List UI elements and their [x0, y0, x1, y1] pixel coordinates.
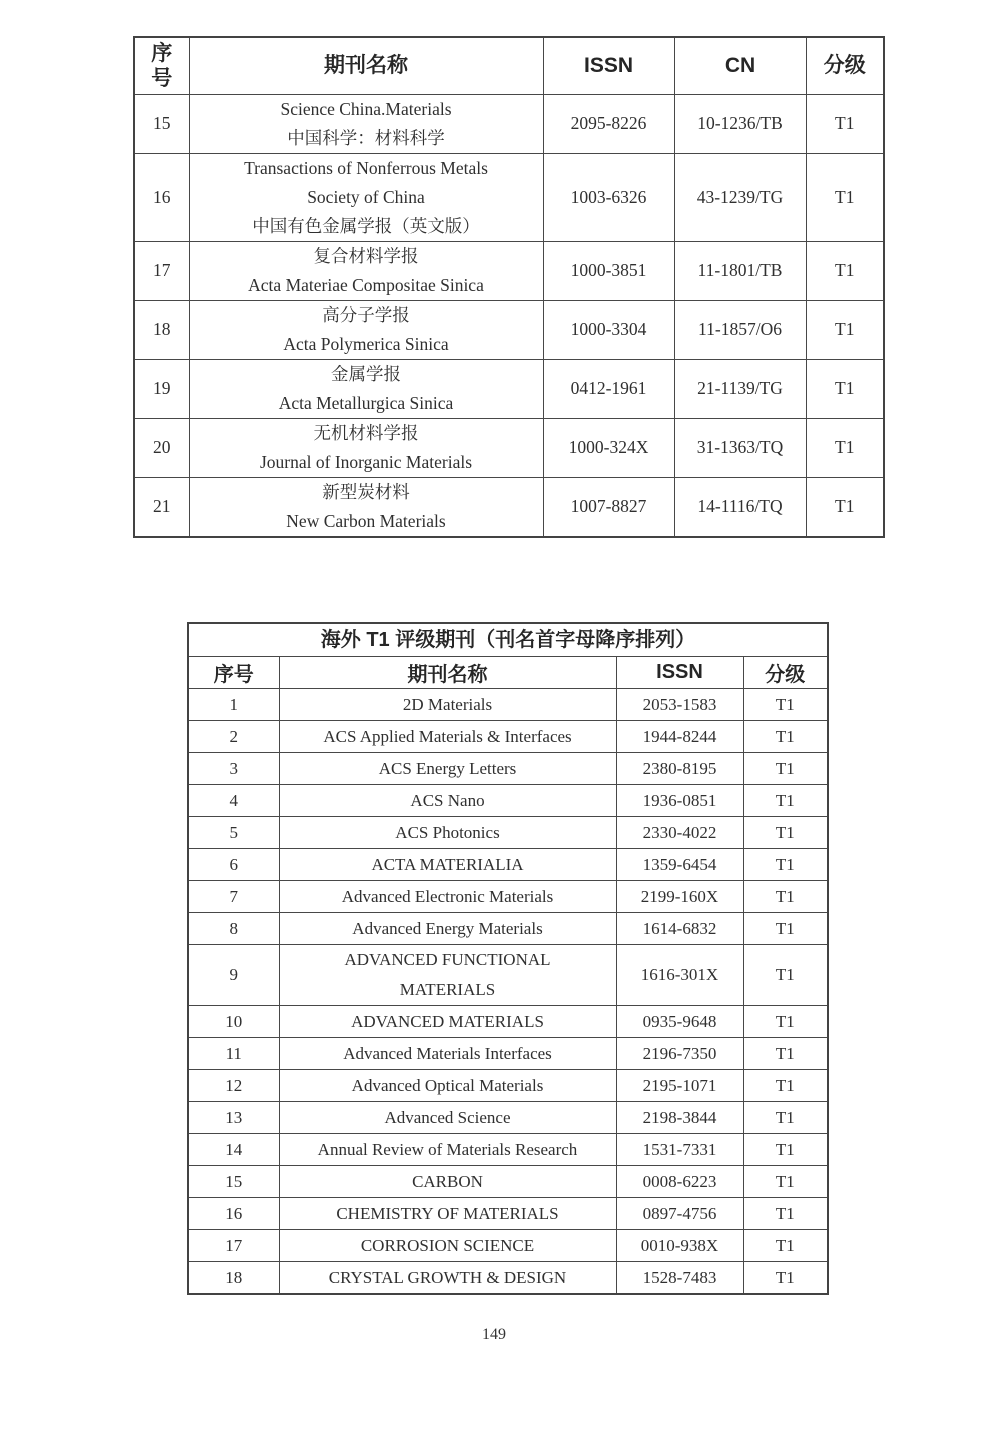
- grade-cell: T1: [743, 1262, 828, 1295]
- journal-row: [134, 153, 884, 241]
- journal-name-line: ACS Energy Letters: [378, 758, 517, 778]
- journal-name-cell: [279, 817, 616, 849]
- journal-name-cell: [189, 300, 543, 359]
- journal-name-line: 高分子学报: [322, 304, 410, 325]
- journal-name-line: Society of China: [307, 186, 425, 207]
- row-index-cell: 13: [188, 1102, 279, 1134]
- journal-name-line: MATERIALS: [399, 980, 496, 999]
- grade-cell: T1: [806, 359, 884, 418]
- journal-row: [188, 1134, 828, 1166]
- grade-cell: T1: [743, 753, 828, 785]
- journal-row: [188, 689, 828, 721]
- index-column-header: 序号: [188, 657, 279, 689]
- row-index-cell: 5: [188, 817, 279, 849]
- grade-cell: T1: [743, 1070, 828, 1102]
- journal-row: [188, 913, 828, 945]
- journal-name-line: Advanced Science: [384, 1107, 511, 1127]
- journal-name-cell: [279, 1006, 616, 1038]
- grade-column-header: 分级: [743, 657, 828, 689]
- journal-name-line: Advanced Electronic Materials: [341, 886, 554, 906]
- journal-row: [188, 1102, 828, 1134]
- row-index-cell: 16: [188, 1198, 279, 1230]
- issn-cell: 1003-6326: [543, 153, 674, 241]
- issn-cell: 2198-3844: [616, 1102, 743, 1134]
- overseas-t1-journals-table: [187, 622, 829, 1295]
- journal-name-cell: [279, 1262, 616, 1295]
- issn-cell: 2330-4022: [616, 817, 743, 849]
- overseas-table-header: [188, 623, 828, 689]
- grade-cell: T1: [743, 881, 828, 913]
- journal-row: [134, 477, 884, 537]
- journal-name-line: 金属学报: [331, 363, 401, 384]
- domestic-table-body: [134, 94, 884, 537]
- journal-row: [188, 849, 828, 881]
- journal-name-column-header: 期刊名称: [189, 37, 543, 94]
- grade-cell: T1: [806, 153, 884, 241]
- journal-row: [134, 94, 884, 153]
- journal-name-cell: [279, 1102, 616, 1134]
- journal-name-line: Science China.Materials: [280, 98, 452, 119]
- journal-name-cell: [189, 418, 543, 477]
- cn-cell: 21-1139/TG: [674, 359, 806, 418]
- row-index-cell: 10: [188, 1006, 279, 1038]
- journal-name-line: New Carbon Materials: [286, 510, 446, 531]
- row-index-cell: 20: [134, 418, 189, 477]
- journal-name-line: ACS Photonics: [395, 822, 500, 842]
- row-index-cell: 17: [134, 241, 189, 300]
- journal-name-line: CARBON: [412, 1171, 483, 1191]
- journal-name-cell: [189, 359, 543, 418]
- journal-name-line: Advanced Materials Interfaces: [343, 1043, 552, 1063]
- journal-name-line: ACTA MATERIALIA: [371, 854, 524, 874]
- table-title-row: [188, 623, 828, 657]
- issn-cell: 1000-3304: [543, 300, 674, 359]
- grade-cell: T1: [806, 418, 884, 477]
- journal-row: [188, 817, 828, 849]
- issn-cell: 0897-4756: [616, 1198, 743, 1230]
- cn-cell: 11-1857/O6: [674, 300, 806, 359]
- journal-name-line: 新型炭材料: [322, 481, 410, 502]
- journal-name-line: ADVANCED MATERIALS: [351, 1011, 544, 1031]
- journal-name-cell: [189, 241, 543, 300]
- issn-cell: 1000-324X: [543, 418, 674, 477]
- cn-column-header: CN: [674, 37, 806, 94]
- cn-cell: 11-1801/TB: [674, 241, 806, 300]
- journal-name-cell: [279, 1070, 616, 1102]
- grade-cell: T1: [806, 94, 884, 153]
- issn-cell: 1000-3851: [543, 241, 674, 300]
- issn-cell: 2380-8195: [616, 753, 743, 785]
- issn-cell: 1944-8244: [616, 721, 743, 753]
- journal-name-line: CRYSTAL GROWTH & DESIGN: [328, 1267, 567, 1287]
- issn-cell: 0412-1961: [543, 359, 674, 418]
- issn-cell: 1007-8827: [543, 477, 674, 537]
- grade-cell: T1: [806, 241, 884, 300]
- issn-cell: 1528-7483: [616, 1262, 743, 1295]
- journal-name-line: Journal of Inorganic Materials: [259, 451, 473, 472]
- journal-name-cell: [279, 913, 616, 945]
- grade-cell: T1: [743, 1198, 828, 1230]
- journal-name-cell: [189, 477, 543, 537]
- issn-cell: 2053-1583: [616, 689, 743, 721]
- grade-cell: T1: [743, 849, 828, 881]
- issn-cell: 2196-7350: [616, 1038, 743, 1070]
- grade-cell: T1: [743, 1038, 828, 1070]
- row-index-cell: 19: [134, 359, 189, 418]
- grade-cell: T1: [743, 689, 828, 721]
- journal-name-line: ACS Applied Materials & Interfaces: [323, 726, 572, 746]
- row-index-cell: 15: [188, 1166, 279, 1198]
- journal-name-cell: [279, 721, 616, 753]
- grade-cell: T1: [743, 1006, 828, 1038]
- journal-row: [188, 1070, 828, 1102]
- journal-row: [188, 753, 828, 785]
- journal-name-cell: [189, 94, 543, 153]
- issn-cell: 1359-6454: [616, 849, 743, 881]
- journal-name-cell: [279, 945, 616, 1006]
- journal-name-line: Advanced Optical Materials: [351, 1075, 544, 1095]
- row-index-cell: 6: [188, 849, 279, 881]
- journal-name-line: Acta Materiae Compositae Sinica: [248, 274, 484, 295]
- row-index-cell: 3: [188, 753, 279, 785]
- row-index-cell: 21: [134, 477, 189, 537]
- journal-name-line: 复合材料学报: [313, 245, 419, 266]
- grade-cell: T1: [743, 1134, 828, 1166]
- journal-row: [134, 300, 884, 359]
- grade-cell: T1: [806, 477, 884, 537]
- row-index-cell: 14: [188, 1134, 279, 1166]
- row-index-cell: 16: [134, 153, 189, 241]
- journal-row: [188, 721, 828, 753]
- overseas-table-body: [188, 689, 828, 1295]
- row-index-cell: 9: [188, 945, 279, 1006]
- journal-name-line: CHEMISTRY OF MATERIALS: [336, 1203, 559, 1223]
- journal-name-column-header: 期刊名称: [279, 657, 616, 689]
- grade-cell: T1: [743, 1230, 828, 1262]
- grade-cell: T1: [806, 300, 884, 359]
- journal-name-cell: [279, 785, 616, 817]
- header-row: [188, 657, 828, 689]
- grade-cell: T1: [743, 913, 828, 945]
- row-index-cell: 2: [188, 721, 279, 753]
- journal-name-cell: [279, 849, 616, 881]
- journal-row: [134, 241, 884, 300]
- page-number: 149: [482, 1326, 506, 1343]
- journal-name-line: 中国有色金属学报（英文版）: [252, 215, 480, 236]
- issn-cell: 0008-6223: [616, 1166, 743, 1198]
- journal-row: [134, 359, 884, 418]
- journal-name-cell: [279, 1134, 616, 1166]
- journal-name-cell: [279, 1198, 616, 1230]
- journal-row: [188, 1198, 828, 1230]
- journal-name-cell: [279, 689, 616, 721]
- row-index-cell: 15: [134, 94, 189, 153]
- journal-name-cell: [189, 153, 543, 241]
- issn-cell: 1936-0851: [616, 785, 743, 817]
- journal-name-line: 2D Materials: [402, 694, 493, 714]
- journal-name-line: Advanced Energy Materials: [352, 918, 543, 938]
- grade-column-header: 分级: [806, 37, 884, 94]
- journal-name-cell: [279, 753, 616, 785]
- journal-name-line: ACS Nano: [410, 790, 485, 810]
- journal-name-line: CORROSION SCIENCE: [360, 1235, 535, 1255]
- issn-cell: 2199-160X: [616, 881, 743, 913]
- journal-name-line: 中国科学：材料科学: [287, 127, 445, 148]
- issn-cell: 1531-7331: [616, 1134, 743, 1166]
- row-index-cell: 4: [188, 785, 279, 817]
- row-index-cell: 18: [134, 300, 189, 359]
- row-index-cell: 8: [188, 913, 279, 945]
- issn-cell: 0010-938X: [616, 1230, 743, 1262]
- issn-cell: 2095-8226: [543, 94, 674, 153]
- index-column-header: 序号: [134, 37, 189, 94]
- journal-row: [188, 1038, 828, 1070]
- issn-cell: 1616-301X: [616, 945, 743, 1006]
- domestic-t1-journals-table: [133, 36, 885, 538]
- row-index-cell: 1: [188, 689, 279, 721]
- grade-cell: T1: [743, 785, 828, 817]
- journal-name-line: Acta Metallurgica Sinica: [278, 392, 454, 413]
- issn-cell: 0935-9648: [616, 1006, 743, 1038]
- journal-name-cell: [279, 881, 616, 913]
- row-index-cell: 12: [188, 1070, 279, 1102]
- cn-cell: 31-1363/TQ: [674, 418, 806, 477]
- journal-name-cell: [279, 1230, 616, 1262]
- journal-name-cell: [279, 1038, 616, 1070]
- issn-cell: 2195-1071: [616, 1070, 743, 1102]
- journal-name-cell: [279, 1166, 616, 1198]
- journal-row: [188, 1230, 828, 1262]
- issn-column-header: ISSN: [616, 657, 743, 689]
- journal-name-line: ADVANCED FUNCTIONAL: [344, 950, 551, 969]
- grade-cell: T1: [743, 817, 828, 849]
- grade-cell: T1: [743, 945, 828, 1006]
- journal-name-line: Transactions of Nonferrous Metals: [244, 157, 488, 178]
- issn-column-header: ISSN: [543, 37, 674, 94]
- journal-row: [188, 1262, 828, 1295]
- grade-cell: T1: [743, 1102, 828, 1134]
- issn-cell: 1614-6832: [616, 913, 743, 945]
- overseas-table-title: 海外 T1 评级期刊（刊名首字母降序排列）: [188, 623, 828, 657]
- grade-cell: T1: [743, 721, 828, 753]
- cn-cell: 10-1236/TB: [674, 94, 806, 153]
- cn-cell: 14-1116/TQ: [674, 477, 806, 537]
- header-row: [134, 37, 884, 94]
- journal-row: [188, 881, 828, 913]
- journal-row: [188, 1166, 828, 1198]
- grade-cell: T1: [743, 1166, 828, 1198]
- domestic-table-header: [134, 37, 884, 94]
- journal-name-line: Annual Review of Materials Research: [317, 1139, 578, 1159]
- journal-name-line: 无机材料学报: [313, 422, 419, 443]
- journal-row: [188, 785, 828, 817]
- journal-row: [188, 1006, 828, 1038]
- journal-row: [134, 418, 884, 477]
- row-index-cell: 18: [188, 1262, 279, 1295]
- row-index-cell: 17: [188, 1230, 279, 1262]
- journal-name-line: Acta Polymerica Sinica: [283, 333, 449, 354]
- row-index-cell: 7: [188, 881, 279, 913]
- cn-cell: 43-1239/TG: [674, 153, 806, 241]
- row-index-cell: 11: [188, 1038, 279, 1070]
- journal-row: [188, 945, 828, 1006]
